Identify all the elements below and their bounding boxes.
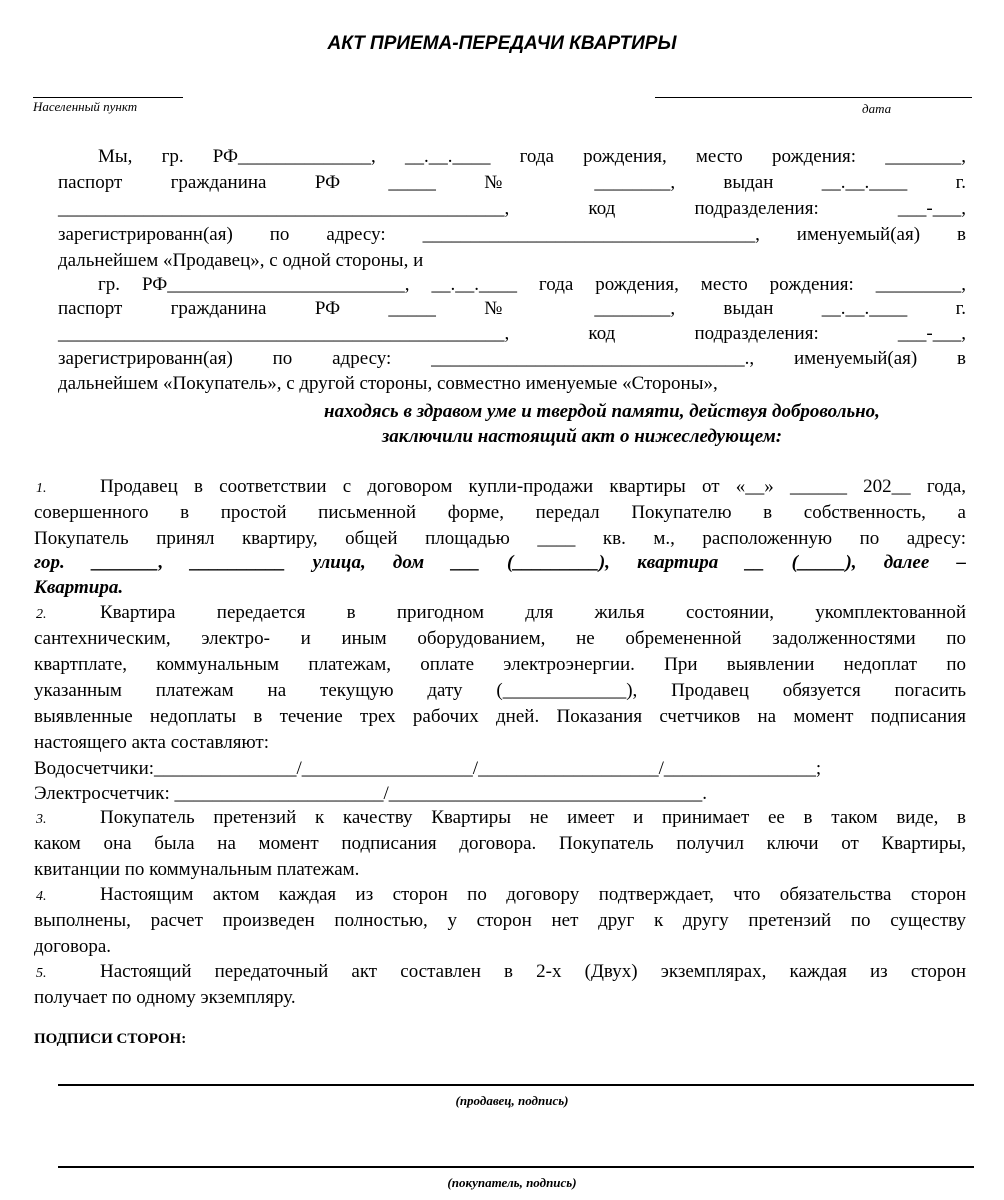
- p4-line-1: Настоящим актом каждая из сторон по договору подтверждает, что обязательства сторон: [100, 884, 966, 905]
- p1-line-1: Продавец в соответствии с договором купли-продажи квартиры от «__» ______ 202__ года,: [100, 476, 966, 497]
- date-line: [655, 97, 972, 98]
- center-line-1: находясь в здравом уме и твердой памяти, действуя добровольно,: [324, 401, 880, 422]
- center-line-2: заключили настоящий акт о нижеследующем:: [381, 426, 783, 447]
- water-meters-line: Водосчетчики:_______________/__________________/___________________/________________;: [34, 758, 822, 779]
- p1-line-4: гор. _______, __________ улица, дом ___ (_________), квартира __ (_____), далее –: [34, 552, 966, 573]
- signatures-heading: ПОДПИСИ СТОРОН:: [34, 1031, 187, 1047]
- intro-line-1: Мы, гр. РФ______________, __.__.____ года рождения, место рождения: ________,: [98, 146, 966, 167]
- p2-line-6: настоящего акта составляют:: [34, 732, 270, 753]
- p1-line-2: совершенного в простой письменной форме, передал Покупателю в собственность, а: [34, 502, 966, 523]
- intro-line-7: паспорт гражданина РФ _____ № ________, выдан __.__.____ г.: [58, 298, 966, 319]
- seller-signature-label: (продавец, подпись): [455, 1093, 569, 1108]
- item-number-5: 5.: [36, 966, 47, 981]
- seller-signature-line[interactable]: [58, 1084, 974, 1086]
- item-number-1: 1.: [36, 481, 47, 496]
- intro-line-9: зарегистрированн(ая) по адресу: _________________________________., именуемый(ая) в: [58, 348, 966, 369]
- electric-meter-line: Электросчетчик: ______________________/_________________________________.: [34, 783, 708, 804]
- intro-line-2: паспорт гражданина РФ _____ № ________, выдан __.__.____ г.: [58, 172, 966, 193]
- item-number-3: 3.: [36, 812, 47, 827]
- intro-line-4: зарегистрированн(ая) по адресу: ___________________________________, именуемый(ая) в: [58, 224, 966, 245]
- intro-line-6: гр. РФ_________________________, __.__.____ года рождения, место рождения: _________,: [98, 274, 966, 295]
- buyer-signature-line[interactable]: [58, 1166, 974, 1168]
- p2-line-1: Квартира передается в пригодном для жилья состоянии, укомплектованной: [100, 602, 966, 623]
- p3-line-1: Покупатель претензий к качеству Квартиры не имеет и принимает ее в таком виде, в: [100, 807, 966, 828]
- p5-line-2: получает по одному экземпляру.: [34, 987, 296, 1008]
- intro-line-8: _______________________________________________, код подразделения: ___-___,: [58, 323, 966, 344]
- p5-line-1: Настоящий передаточный акт составлен в 2-х (Двух) экземплярах, каждая из сторон: [100, 961, 966, 982]
- item-number-2: 2.: [36, 607, 47, 622]
- intro-line-5: дальнейшем «Продавец», с одной стороны, и: [58, 250, 424, 271]
- intro-line-10: дальнейшем «Покупатель», с другой стороны, совместно именуемые «Стороны»,: [58, 373, 718, 394]
- p2-line-2: сантехническим, электро- и иным оборудованием, не обремененной задолженностями по: [34, 628, 966, 649]
- buyer-signature-label: (покупатель, подпись): [447, 1175, 577, 1190]
- p4-line-2: выполнены, расчет произведен полностью, у сторон нет друг к другу претензий по существу: [34, 910, 966, 931]
- page-title: АКТ ПРИЕМА-ПЕРЕДАЧИ КВАРТИРЫ: [327, 33, 677, 54]
- p1-line-5: Квартира.: [34, 577, 124, 598]
- place-label: Населенный пункт: [33, 99, 138, 114]
- p4-line-3: договора.: [34, 936, 112, 957]
- p1-line-3: Покупатель принял квартиру, общей площадью ____ кв. м., расположенную по адресу:: [34, 528, 966, 549]
- intro-line-3: _______________________________________________, код подразделения: ___-___,: [58, 198, 966, 219]
- item-number-4: 4.: [36, 889, 47, 904]
- place-line: [33, 97, 183, 98]
- p3-line-3: квитанции по коммунальным платежам.: [34, 859, 360, 880]
- p2-line-3: квартплате, коммунальным платежам, оплате электроэнергии. При выявлении недоплат по: [34, 654, 966, 675]
- date-label: дата: [862, 101, 892, 116]
- p3-line-2: каком она была на момент подписания договора. Покупатель получил ключи от Квартиры,: [34, 833, 966, 854]
- p2-line-5: выявленные недоплаты в течение трех рабочих дней. Показания счетчиков на момент подписания: [34, 706, 966, 727]
- p2-line-4: указанным платежам на текущую дату (_____________), Продавец обязуется погасить: [34, 680, 966, 701]
